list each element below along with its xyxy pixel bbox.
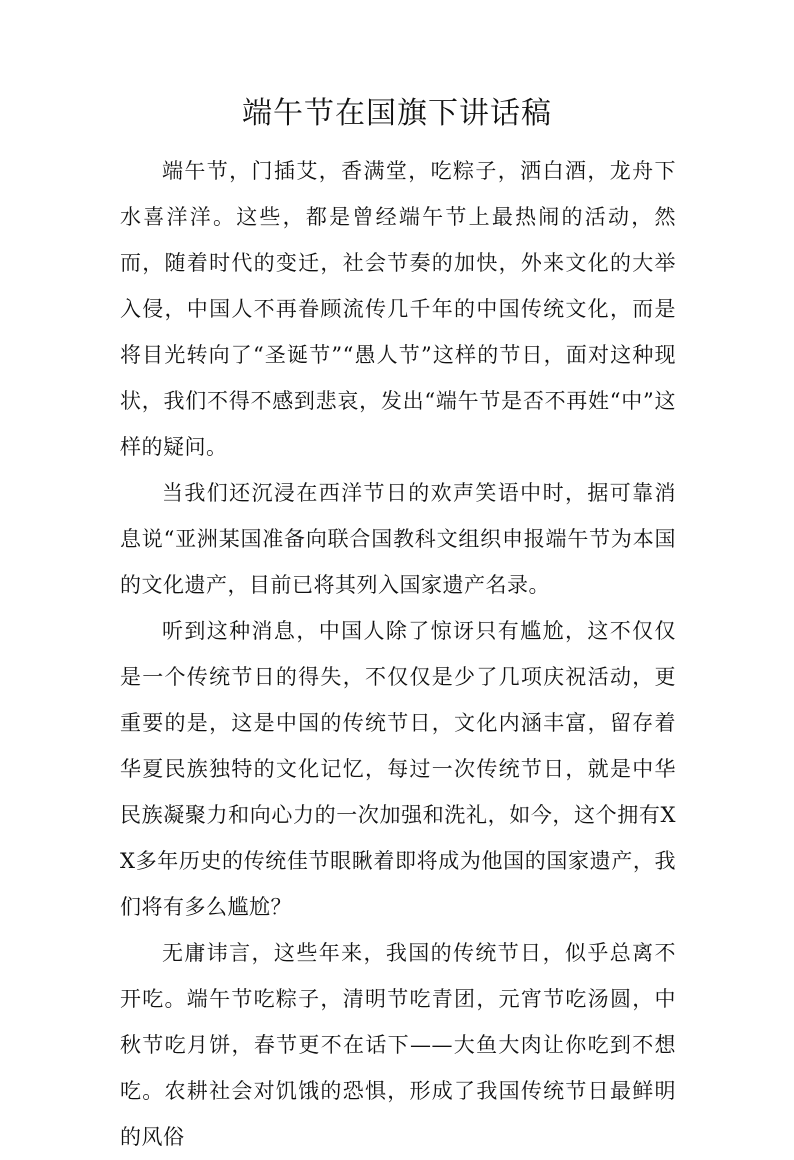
document-body	[120, 148, 676, 1160]
paragraph-1: 端午节，门插艾，香满堂，吃粽子，洒白酒，龙舟下水喜洋洋。这些，都是曾经端午节上最热闹的活动，然而，随着时代的变迁，社会节奏的加快，外来文化的大举入侵，中国人不再眷顾流传几千年的中国传统文化，而是将目光转向了“圣诞节”“愚人节”这样的节日，面对这种现状，我们不得不感到悲哀，发出“端午节是否不再姓“中”这样的疑问。	[120, 159, 676, 459]
document-title: 端午节在国旗下讲话稿	[242, 96, 552, 131]
paragraph-4: 无庸讳言，这些年来，我国的传统节日，似乎总离不开吃。端午节吃粽子，清明节吃青团，元宵节吃汤圆，中秋节吃月饼，春节更不在话下——大鱼大肉让你吃到不想吃。农耕社会对饥饿的恐惧，形成了我国传统节日最鲜明的风俗	[120, 941, 676, 1149]
paragraph-2: 当我们还沉浸在西洋节日的欢声笑语中时，据可靠消息说“亚洲某国准备向联合国教科文组织申报端午节为本国的文化遗产，目前已将其列入国家遗产名录。	[120, 481, 676, 597]
paragraph-3: 听到这种消息，中国人除了惊讶只有尴尬，这不仅仅是一个传统节日的得失，不仅仅是少了几项庆祝活动，更重要的是，这是中国的传统节日，文化内涵丰富，留存着华夏民族独特的文化记忆，每过一次传统节日，就是中华民族凝聚力和向心力的一次加强和洗礼，如今，这个拥有XX多年历史的传统佳节眼瞅着即将成为他国的国家遗产，我们将有多么尴尬？	[120, 619, 676, 919]
